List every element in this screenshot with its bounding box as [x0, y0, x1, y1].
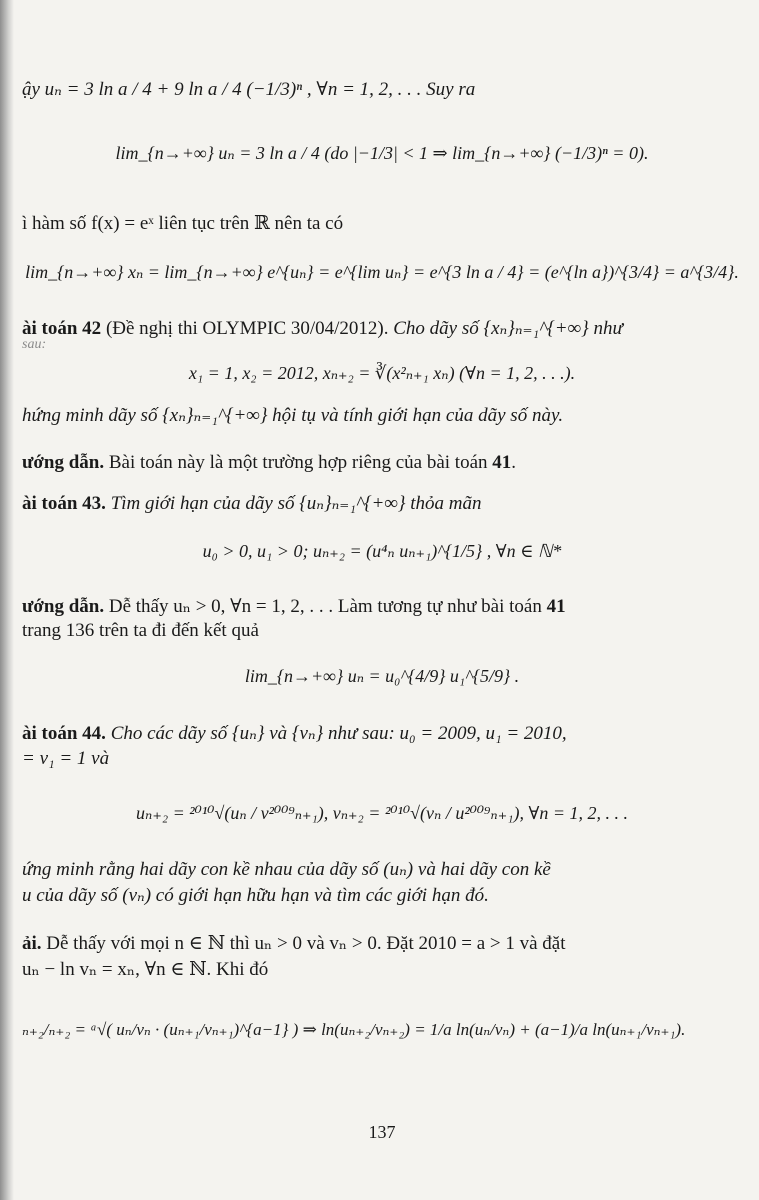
book-page: [22, 0, 742, 1200]
problem-42-header: [22, 317, 623, 340]
equation-log-ratio: ₙ₊₂/ₙ₊₂ = ᵃ√( uₙ/vₙ · (uₙ₊₁/vₙ₊₁)^{a−1} ) ⇒ ln(uₙ₊₂/vₙ₊₂) = 1/a ln(uₙ/vₙ) + (a−1)/a ln(uₙ₊₁/vₙ₊₁).: [22, 1020, 686, 1039]
text-line-6: sau:: [22, 337, 47, 352]
hint-42: ướng dẫn. Bài toán này là một trường hợp riêng của bài toán 41.: [22, 452, 517, 473]
problem-42-source: (Đề nghị thi OLYMPIC 30/04/2012).: [101, 318, 394, 339]
problem-42-label: ài toán 42: [22, 318, 102, 339]
hint-42-text: Bài toán này là một trường hợp riêng của bài toán: [104, 452, 493, 473]
problem-44-task-2: u của dãy số (vₙ) có giới hạn hữu hạn và tìm các giới hạn đó.: [22, 885, 489, 906]
equation-limit-43: lim_{n→+∞} uₙ = u₀^{4/9} u₁^{5/9} .: [244, 666, 520, 686]
solution-label: ải.: [22, 933, 42, 954]
problem-42-statement: Cho dãy số {xₙ}ₙ₌₁^{+∞} như: [393, 318, 623, 339]
equation-recurrence-44: uₙ₊₂ = ²⁰¹⁰√(uₙ / v²⁰⁰⁹ₙ₊₁), vₙ₊₂ = ²⁰¹⁰√(vₙ / u²⁰⁰⁹ₙ₊₁), ∀n = 1, 2, . . .: [136, 803, 628, 823]
page-number: 137: [368, 1122, 396, 1142]
hint-42-ref: 41: [492, 452, 512, 473]
hint-43-text: Dễ thấy uₙ > 0, ∀n = 1, 2, . . . Làm tương tự như bài toán: [104, 596, 547, 617]
hint-42-label: ướng dẫn.: [22, 452, 105, 473]
text-line-21: uₙ − ln vₙ = xₙ, ∀n ∈ ℕ. Khi đó: [22, 959, 269, 980]
problem-43-label: ài toán 43.: [22, 493, 106, 514]
text-line-13: trang 136 trên ta đi đến kết quả: [22, 620, 259, 641]
solution-text: Dễ thấy với mọi n ∈ ℕ thì uₙ > 0 và vₙ > 0. Đặt 2010 = a > 1 và đặt: [41, 933, 566, 954]
hint-43: [22, 595, 566, 618]
equation-recurrence-43: u₀ > 0, u₁ > 0; uₙ₊₂ = (u⁴ₙ uₙ₊₁)^{1/5} , ∀n ∈ ℕ*: [202, 541, 562, 561]
problem-44-task-1: ứng minh rằng hai dãy con kề nhau của dãy số (uₙ) và hai dãy con kề: [22, 859, 551, 880]
text-line-3: ì hàm số f(x) = eˣ liên tục trên ℝ nên ta có: [22, 213, 344, 234]
equation-recurrence-42: x₁ = 1, x₂ = 2012, xₙ₊₂ = ∛(x²ₙ₊₁ xₙ) (∀n = 1, 2, . . .).: [188, 363, 576, 383]
problem-43-statement: Tìm giới hạn của dãy số {uₙ}ₙ₌₁^{+∞} thỏa mãn: [105, 493, 482, 514]
equation-limit-xn: lim_{n→+∞} xₙ = lim_{n→+∞} e^{uₙ} = e^{lim uₙ} = e^{3 ln a / 4} = (e^{ln a})^{3/4} = a^{3/4}.: [25, 262, 739, 282]
hint-43-label: ướng dẫn.: [22, 596, 105, 617]
problem-42-task: hứng minh dãy số {xₙ}ₙ₌₁^{+∞} hội tụ và tính giới hạn của dãy số này.: [22, 405, 564, 426]
text-line-16: = v₁ = 1 và: [22, 748, 110, 769]
page-binding-shadow: [0, 0, 14, 1200]
hint-43-ref: 41: [546, 596, 566, 617]
text-line-1: ậy uₙ = 3 ln a / 4 + 9 ln a / 4 (−1/3)ⁿ , ∀n = 1, 2, . . . Suy ra: [22, 79, 476, 100]
problem-44-statement: Cho các dãy số {uₙ} và {vₙ} như sau: u₀ = 2009, u₁ = 2010,: [105, 723, 567, 744]
problem-44-label: ài toán 44.: [22, 723, 106, 744]
problem-43-header: [22, 492, 482, 515]
solution-44: [22, 932, 566, 955]
problem-44-header: [22, 722, 567, 745]
equation-limit-un: lim_{n→+∞} uₙ = 3 ln a / 4 (do |−1/3| < 1 ⇒ lim_{n→+∞} (−1/3)ⁿ = 0).: [115, 143, 649, 163]
